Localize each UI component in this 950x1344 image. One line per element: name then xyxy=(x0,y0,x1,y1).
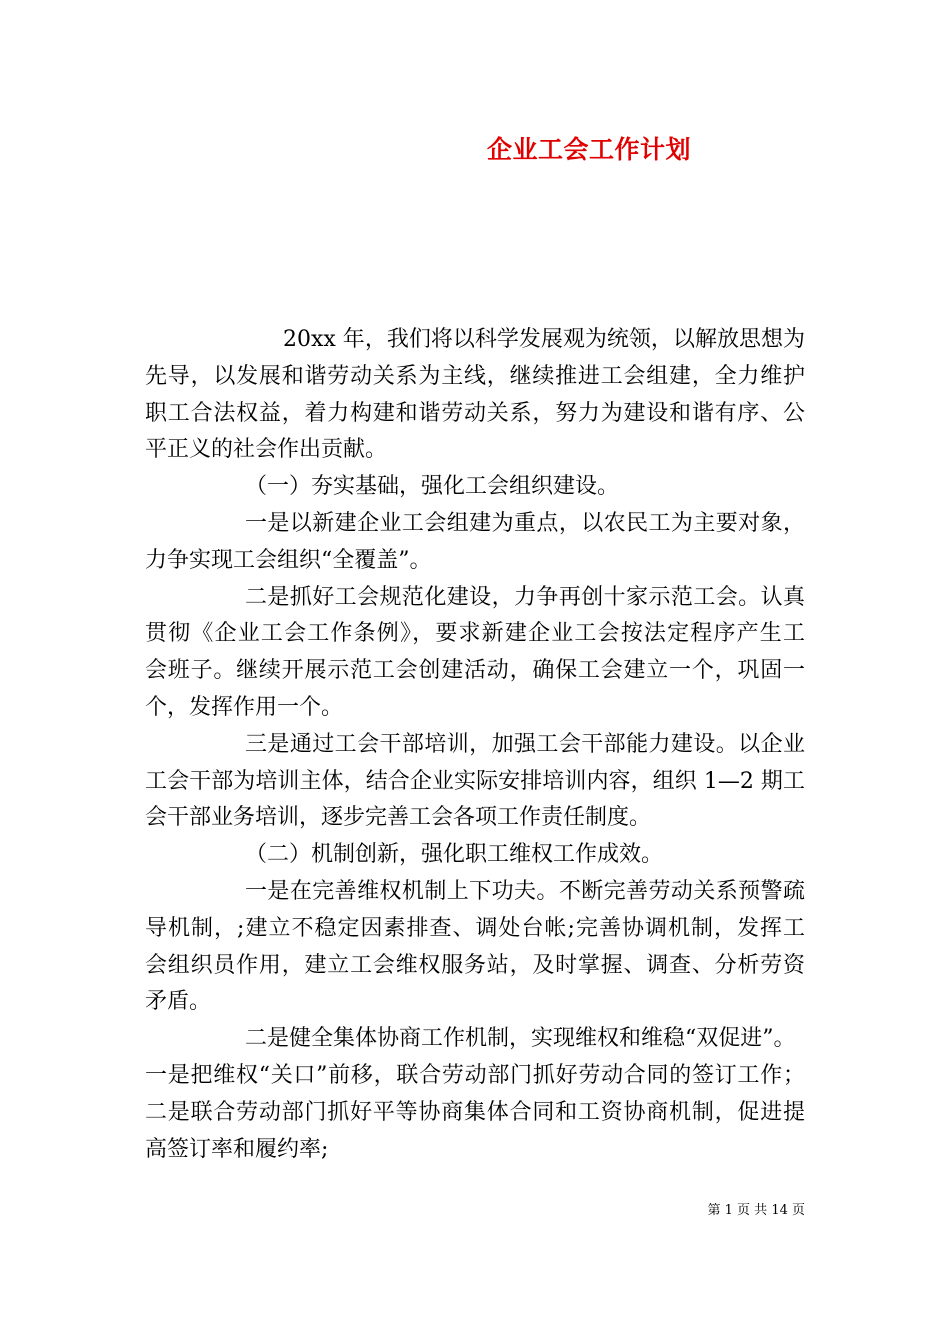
paragraph-item xyxy=(145,506,805,580)
paragraph-line: 高签订率和履约率; xyxy=(145,1136,329,1162)
paragraph-line: 贯彻《企业工会工作条例》，要求新建企业工会按法定程序产生工 xyxy=(145,621,805,647)
paragraph-item xyxy=(145,727,805,837)
section-heading-2 xyxy=(145,837,805,874)
paragraph-line: 职工合法权益，着力构建和谐劳动关系，努力为建设和谐有序、公 xyxy=(145,400,805,426)
paragraph-line: 矛盾。 xyxy=(145,989,212,1015)
paragraph-line: 20xx 年，我们将以科学发展观为统领，以解放思想为 xyxy=(283,327,805,352)
paragraph-line: 力争实现工会组织“全覆盖”。 xyxy=(145,547,432,573)
paragraph-line: 一是以新建企业工会组建为重点，以农民工为主要对象， xyxy=(245,510,805,536)
paragraph-line: 先导，以发展和谐劳动关系为主线，继续推进工会组建，全力维护 xyxy=(145,363,805,389)
paragraph-line: 会干部业务培训，逐步完善工会各项工作责任制度。 xyxy=(145,805,652,831)
section-heading-line: （一）夯实基础，强化工会组织建设。 xyxy=(245,474,620,500)
paragraph-item xyxy=(145,874,805,1021)
paragraph-line: 一是在完善维权机制上下功夫。不断完善劳动关系预警疏 xyxy=(245,878,805,904)
paragraph-line: 会组织员作用，建立工会维权服务站，及时掌握、调查、分析劳资 xyxy=(145,952,805,978)
paragraph-line: 会班子。继续开展示范工会创建活动，确保工会建立一个，巩固一 xyxy=(145,658,805,684)
paragraph-line: 一是把维权“关口”前移，联合劳动部门抓好劳动合同的签订工作； xyxy=(145,1062,805,1088)
paragraph-line: 平正义的社会作出贡献。 xyxy=(145,437,388,463)
paragraph-line: 二是抓好工会规范化建设，力争再创十家示范工会。认真 xyxy=(245,584,805,610)
paragraph-item xyxy=(145,580,805,727)
paragraph-line: 工会干部为培训主体，结合企业实际安排培训内容，组织 1—2 期工 xyxy=(145,768,805,794)
document-body xyxy=(145,322,805,1168)
paragraph-line: 二是联合劳动部门抓好平等协商集体合同和工资协商机制，促进提 xyxy=(145,1099,805,1125)
paragraph-item xyxy=(145,1021,805,1168)
paragraph-line: 三是通过工会干部培训，加强工会干部能力建设。以企业 xyxy=(245,731,805,757)
paragraph-intro xyxy=(145,322,805,469)
section-heading-line: （二）机制创新，强化职工维权工作成效。 xyxy=(245,842,664,868)
page-footer: 第 1 页 共 14 页 xyxy=(707,1203,805,1218)
paragraph-line: 个，发挥作用一个。 xyxy=(145,694,344,720)
document-title: 企业工会工作计划 xyxy=(487,135,692,164)
paragraph-line: 二是健全集体协商工作机制，实现维权和维稳“双促进”。 xyxy=(245,1026,796,1052)
section-heading-1 xyxy=(145,469,805,506)
paragraph-line: 导机制，;建立不稳定因素排查、调处台帐;完善协调机制，发挥工 xyxy=(145,915,805,941)
